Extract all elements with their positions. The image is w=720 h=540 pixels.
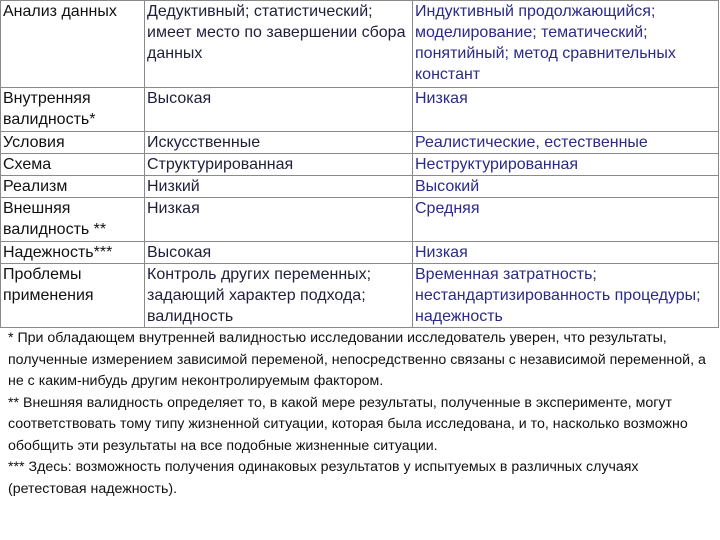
- qualitative-cell: Низкая: [413, 242, 719, 264]
- table-row: [1, 154, 719, 176]
- footnotes: [8, 328, 712, 500]
- table-row: [1, 132, 719, 154]
- table-row: [1, 242, 719, 264]
- qualitative-cell: Неструктурированная: [413, 154, 719, 176]
- qualitative-cell: Высокий: [413, 176, 719, 198]
- quantitative-cell: Дедуктивный; статистический; имеет место по завершении сбора данных: [145, 1, 413, 88]
- footnote-internal-validity: * При обладающем внутренней валидностью исследовании исследователь уверен, что результаты, полученные измерением зависимой переменой, непосредственно связаны с независимой переменной, а не с каким-нибудь другим неконтролируемым фактором.: [8, 330, 706, 389]
- table-row: [1, 198, 719, 242]
- footnote-reliability: *** Здесь: возможность получения одинаковых результатов у испытуемых в различных случаях (ретестовая надежность).: [8, 459, 639, 497]
- quantitative-cell: Высокая: [145, 88, 413, 132]
- row-label-cell: Анализ данных: [1, 1, 145, 88]
- table-row: [1, 176, 719, 198]
- table-row: [1, 1, 719, 88]
- quantitative-cell: Искусственные: [145, 132, 413, 154]
- row-label-cell: Условия: [1, 132, 145, 154]
- quantitative-cell: Высокая: [145, 242, 413, 264]
- qualitative-cell: Низкая: [413, 88, 719, 132]
- table-row: [1, 88, 719, 132]
- quantitative-cell: Низкая: [145, 198, 413, 242]
- row-label-cell: Внутренняя валидность*: [1, 88, 145, 132]
- footnote-external-validity: ** Внешняя валидность определяет то, в какой мере результаты, полученные в эксперименте, могут соответствовать тому типу жизненной ситуации, которая была исследована, и то, насколько возможно обобщить эти результаты на все подобные жизненные ситуации.: [8, 394, 688, 454]
- row-label-cell: Реализм: [1, 176, 145, 198]
- row-label-cell: Внешняя валидность **: [1, 198, 145, 242]
- table-row: [1, 264, 719, 328]
- qualitative-cell: Средняя: [413, 198, 719, 242]
- qualitative-cell: Реалистические, естественные: [413, 132, 719, 154]
- row-label-cell: Проблемы применения: [1, 264, 145, 328]
- qualitative-cell: Индуктивный продолжающийся; моделирование; тематический; понятийный; метод сравнительных констант: [413, 1, 719, 88]
- qualitative-cell: Временная затратность; нестандартизированность процедуры; надежность: [413, 264, 719, 328]
- row-label-cell: Схема: [1, 154, 145, 176]
- quantitative-cell: Низкий: [145, 176, 413, 198]
- quantitative-cell: Структурированная: [145, 154, 413, 176]
- row-label-cell: Надежность***: [1, 242, 145, 264]
- quantitative-cell: Контроль других переменных; задающий характер подхода; валидность: [145, 264, 413, 328]
